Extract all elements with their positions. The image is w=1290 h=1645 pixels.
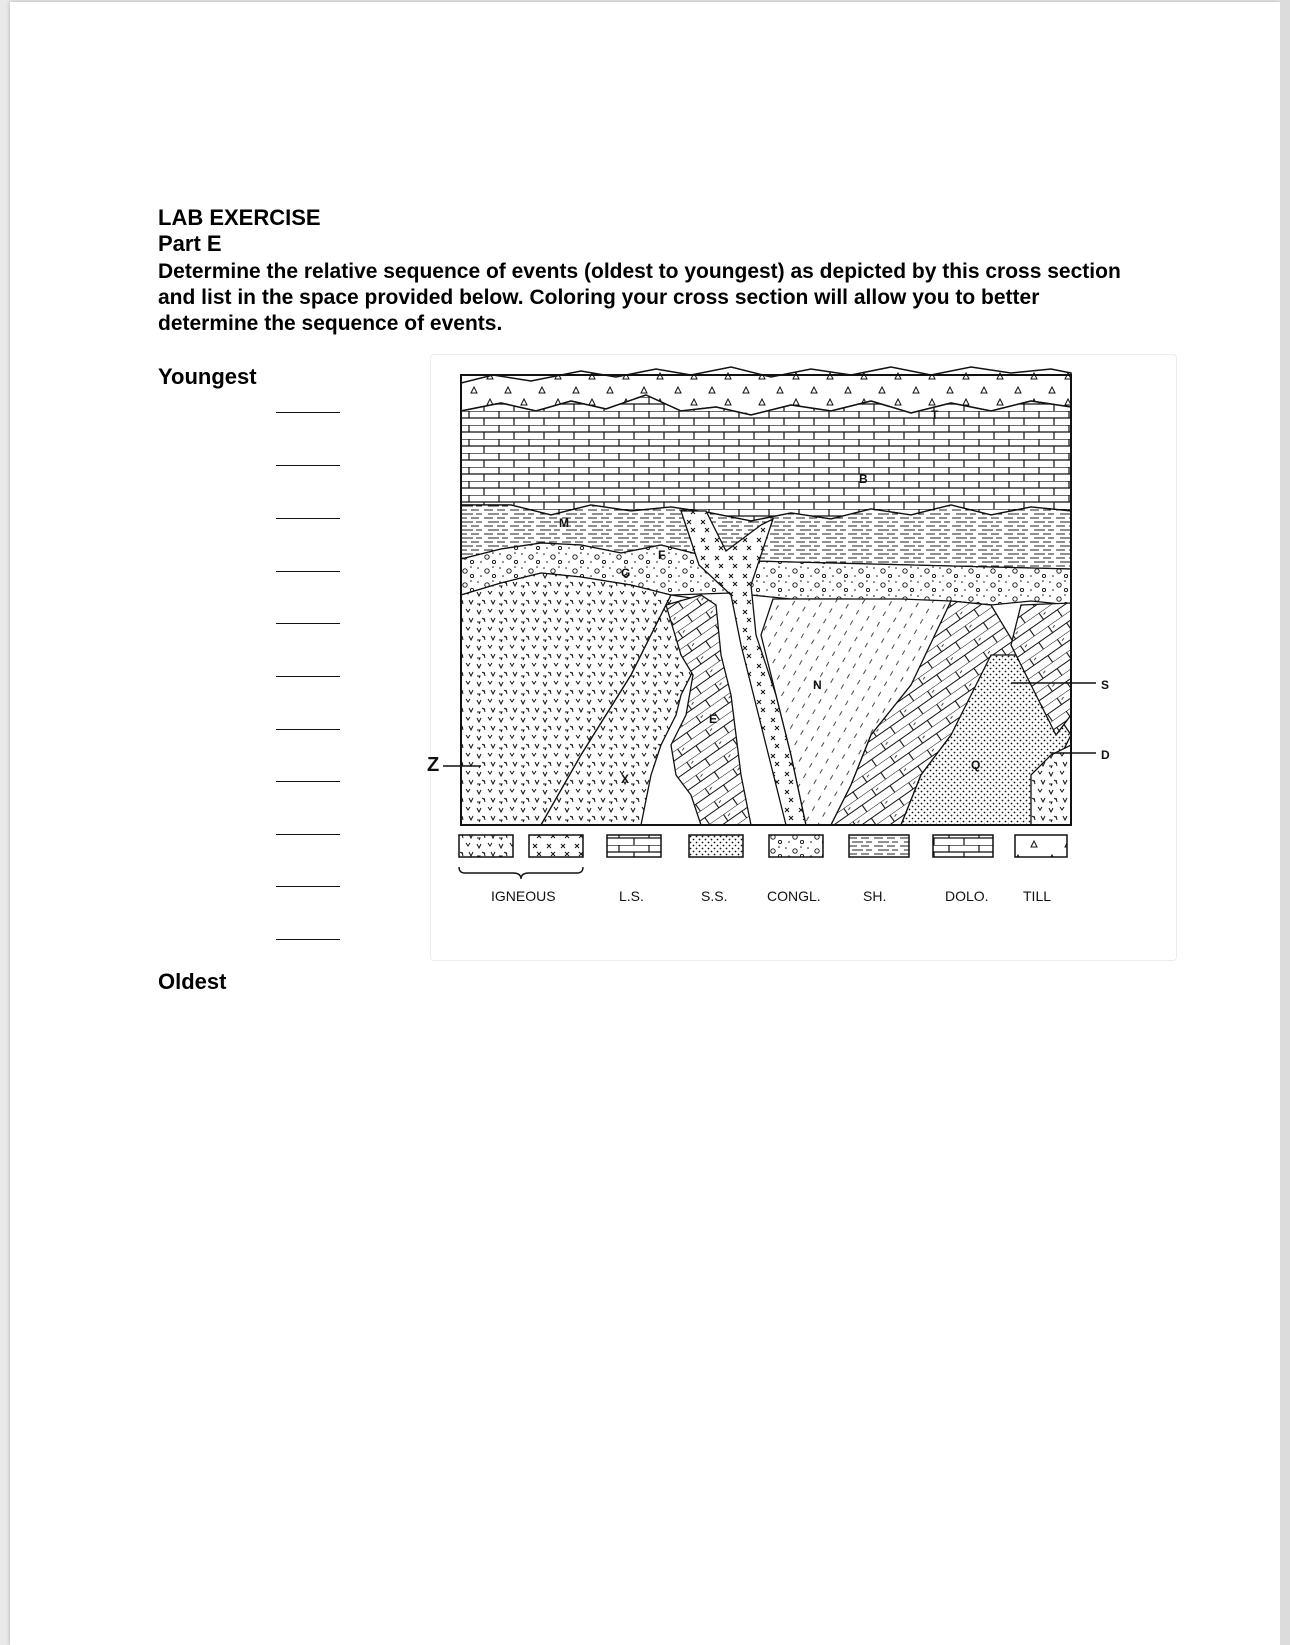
legend-label-ls: L.S. xyxy=(619,888,644,904)
legend-label-igneous: IGNEOUS xyxy=(491,888,556,904)
unit-label-z: Z xyxy=(427,754,440,776)
scrollbar-track[interactable] xyxy=(1280,0,1290,1645)
limestone-layer-b xyxy=(461,395,1071,521)
part-label: Part E xyxy=(158,231,222,256)
answer-blank[interactable] xyxy=(276,465,340,466)
legend-swatch-till xyxy=(1015,835,1067,857)
answer-blank[interactable] xyxy=(276,518,340,519)
unit-label-m: M xyxy=(559,516,569,530)
legend-swatch-igneous-1 xyxy=(459,835,513,857)
legend-label-till: TILL xyxy=(1023,888,1052,904)
legend-swatch-igneous-2 xyxy=(529,835,583,857)
answer-blank[interactable] xyxy=(276,834,340,835)
legend-label-sh: SH. xyxy=(863,888,887,904)
legend-swatch-dolostone xyxy=(933,835,993,857)
legend xyxy=(459,835,1067,904)
unit-label-f: F xyxy=(658,548,666,562)
unit-label-q: Q xyxy=(971,758,981,772)
answer-blank[interactable] xyxy=(276,886,340,887)
youngest-label: Youngest xyxy=(158,364,257,389)
legend-swatch-limestone xyxy=(607,835,661,857)
cross-section-svg xyxy=(427,355,1176,960)
oldest-label: Oldest xyxy=(158,969,227,994)
unit-label-x: X xyxy=(621,772,630,786)
lab-title: LAB EXERCISE xyxy=(158,205,321,230)
answer-blank[interactable] xyxy=(276,729,340,730)
unit-label-n: N xyxy=(813,678,822,692)
legend-swatch-shale xyxy=(849,835,909,857)
answer-blank[interactable] xyxy=(276,676,340,677)
cross-section-figure xyxy=(427,354,1177,961)
legend-swatch-conglomerate xyxy=(769,835,823,857)
answer-blank[interactable] xyxy=(276,412,340,413)
legend-igneous-brace xyxy=(459,867,583,879)
legend-swatch-sandstone xyxy=(689,835,743,857)
document-page xyxy=(10,2,1280,1645)
answer-blank[interactable] xyxy=(276,781,340,782)
legend-label-ss: S.S. xyxy=(701,888,728,904)
unit-label-g: G xyxy=(621,566,631,580)
cross-section-box xyxy=(461,367,1071,825)
answer-blank[interactable] xyxy=(276,939,340,940)
unit-label-s: S xyxy=(1101,678,1110,692)
unit-label-t: T xyxy=(931,408,939,422)
legend-label-congl: CONGL. xyxy=(767,888,821,904)
unit-label-d: D xyxy=(1101,748,1110,762)
legend-label-dolo: DOLO. xyxy=(945,888,989,904)
instructions-text: Determine the relative sequence of events (oldest to youngest) as depicted by this cross section and list in the space provided below. Coloring your cross section will allow you to better determine the sequence of events. xyxy=(158,260,1121,335)
answer-blank[interactable] xyxy=(276,571,340,572)
answer-blank[interactable] xyxy=(276,623,340,624)
unit-label-b: B xyxy=(859,472,868,486)
unit-label-e: E xyxy=(709,712,718,726)
